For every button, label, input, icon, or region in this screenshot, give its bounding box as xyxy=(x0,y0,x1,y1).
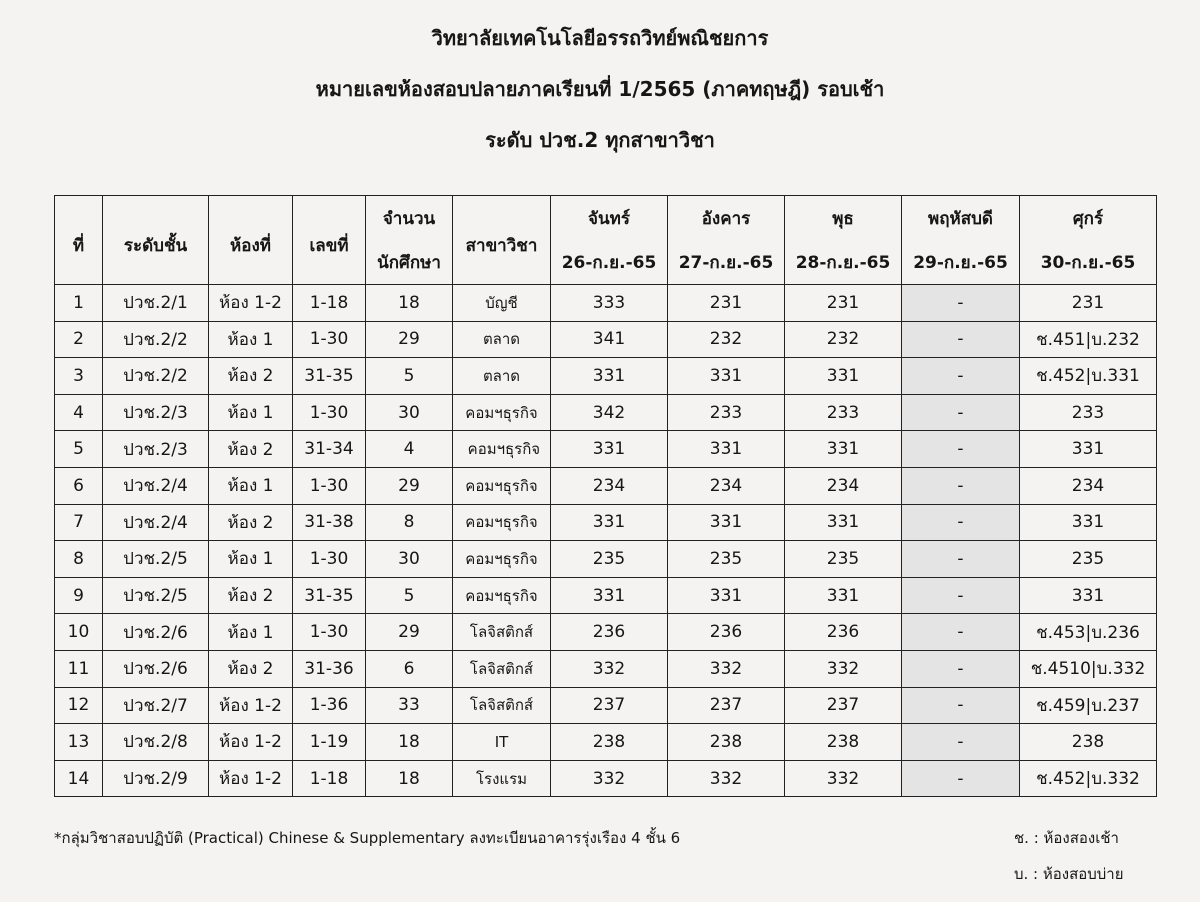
cell-seat: 1-30 xyxy=(293,467,366,504)
cell-count: 8 xyxy=(366,504,453,541)
cell-fri: 235 xyxy=(1020,541,1157,578)
cell-thu: - xyxy=(902,541,1020,578)
cell-count: 30 xyxy=(366,541,453,578)
cell-class: ปวช.2/6 xyxy=(103,614,209,651)
table-row xyxy=(55,467,1157,504)
cell-no: 9 xyxy=(55,577,103,614)
cell-seat: 1-30 xyxy=(293,321,366,358)
practical-exam-note: *กลุ่มวิชาสอบปฏิบัติ (Practical) Chinese & Supplementary ลงทะเบียนอาคารรุ่งเรือง 4 ชั้น 6 xyxy=(54,829,681,847)
cell-major: โลจิสติกส์ xyxy=(453,650,551,687)
cell-thu: - xyxy=(902,285,1020,322)
cell-thu: - xyxy=(902,577,1020,614)
cell-major: คอมฯธุรกิจ xyxy=(453,504,551,541)
cell-fri: 331 xyxy=(1020,504,1157,541)
cell-tue: 232 xyxy=(668,321,785,358)
cell-fri: ช.452|บ.332 xyxy=(1020,760,1157,797)
cell-tue: 237 xyxy=(668,687,785,724)
cell-class: ปวช.2/5 xyxy=(103,577,209,614)
cell-room: ห้อง 1 xyxy=(209,467,293,504)
col-thu-header: พฤหัสบดี xyxy=(902,196,1020,241)
col-wed-date: 28-ก.ย.-65 xyxy=(785,240,902,285)
cell-wed: 331 xyxy=(785,431,902,468)
cell-class: ปวช.2/4 xyxy=(103,504,209,541)
cell-room: ห้อง 2 xyxy=(209,577,293,614)
cell-fri: ช.4510|บ.332 xyxy=(1020,650,1157,687)
cell-no: 4 xyxy=(55,394,103,431)
cell-mon: 234 xyxy=(551,467,668,504)
legend-morning: ช. : ห้องสองเช้า xyxy=(1014,829,1119,847)
table-row xyxy=(55,687,1157,724)
col-wed-header: พุธ xyxy=(785,196,902,241)
cell-count: 30 xyxy=(366,394,453,431)
cell-fri: ช.452|บ.331 xyxy=(1020,358,1157,395)
cell-major: คอมฯธุรกิจ xyxy=(453,394,551,431)
cell-tue: 235 xyxy=(668,541,785,578)
col-room-header: ห้องที่ xyxy=(209,196,293,285)
cell-class: ปวช.2/9 xyxy=(103,760,209,797)
level-title: ระดับ ปวช.2 ทุกสาขาวิชา xyxy=(485,128,715,152)
cell-tue: 238 xyxy=(668,724,785,761)
cell-thu: - xyxy=(902,467,1020,504)
col-fri-header: ศุกร์ xyxy=(1020,196,1157,241)
cell-seat: 31-35 xyxy=(293,358,366,395)
cell-count: 5 xyxy=(366,577,453,614)
table-row xyxy=(55,760,1157,797)
cell-room: ห้อง 1-2 xyxy=(209,285,293,322)
table-row xyxy=(55,358,1157,395)
table-row xyxy=(55,431,1157,468)
cell-room: ห้อง 1 xyxy=(209,614,293,651)
cell-tue: 332 xyxy=(668,760,785,797)
cell-no: 3 xyxy=(55,358,103,395)
cell-room: ห้อง 1 xyxy=(209,541,293,578)
cell-thu: - xyxy=(902,431,1020,468)
cell-class: ปวช.2/6 xyxy=(103,650,209,687)
col-fri-date: 30-ก.ย.-65 xyxy=(1020,240,1157,285)
col-count-header: จำนวน xyxy=(366,196,453,241)
cell-mon: 238 xyxy=(551,724,668,761)
col-count-header-2: นักศึกษา xyxy=(366,240,453,285)
cell-thu: - xyxy=(902,394,1020,431)
cell-room: ห้อง 2 xyxy=(209,358,293,395)
cell-seat: 1-18 xyxy=(293,760,366,797)
table-row xyxy=(55,541,1157,578)
cell-seat: 1-30 xyxy=(293,394,366,431)
cell-room: ห้อง 1 xyxy=(209,321,293,358)
col-mon-header: จันทร์ xyxy=(551,196,668,241)
cell-mon: 331 xyxy=(551,504,668,541)
cell-mon: 333 xyxy=(551,285,668,322)
cell-thu: - xyxy=(902,724,1020,761)
cell-count: 18 xyxy=(366,724,453,761)
cell-wed: 234 xyxy=(785,467,902,504)
cell-room: ห้อง 2 xyxy=(209,650,293,687)
cell-mon: 237 xyxy=(551,687,668,724)
cell-major: ตลาด xyxy=(453,321,551,358)
cell-tue: 331 xyxy=(668,358,785,395)
cell-fri: 331 xyxy=(1020,431,1157,468)
cell-fri: ช.453|บ.236 xyxy=(1020,614,1157,651)
cell-fri: 331 xyxy=(1020,577,1157,614)
exam-subtitle: หมายเลขห้องสอบปลายภาคเรียนที่ 1/2565 (ภาคทฤษฎี) รอบเช้า xyxy=(315,77,885,101)
cell-tue: 331 xyxy=(668,504,785,541)
cell-wed: 332 xyxy=(785,650,902,687)
cell-major: โลจิสติกส์ xyxy=(453,687,551,724)
cell-no: 10 xyxy=(55,614,103,651)
cell-no: 1 xyxy=(55,285,103,322)
cell-count: 6 xyxy=(366,650,453,687)
cell-room: ห้อง 1-2 xyxy=(209,724,293,761)
cell-seat: 1-18 xyxy=(293,285,366,322)
cell-mon: 331 xyxy=(551,431,668,468)
cell-mon: 236 xyxy=(551,614,668,651)
cell-tue: 234 xyxy=(668,467,785,504)
cell-seat: 31-36 xyxy=(293,650,366,687)
cell-seat: 1-30 xyxy=(293,614,366,651)
cell-wed: 236 xyxy=(785,614,902,651)
cell-thu: - xyxy=(902,650,1020,687)
col-thu-date: 29-ก.ย.-65 xyxy=(902,240,1020,285)
cell-mon: 332 xyxy=(551,650,668,687)
cell-mon: 341 xyxy=(551,321,668,358)
col-tue-header: อังคาร xyxy=(668,196,785,241)
cell-wed: 235 xyxy=(785,541,902,578)
cell-seat: 31-34 xyxy=(293,431,366,468)
cell-count: 29 xyxy=(366,614,453,651)
col-no-header: ที่ xyxy=(55,196,103,285)
cell-major: IT xyxy=(453,724,551,761)
cell-mon: 342 xyxy=(551,394,668,431)
cell-no: 5 xyxy=(55,431,103,468)
cell-major: โลจิสติกส์ xyxy=(453,614,551,651)
table-row xyxy=(55,577,1157,614)
cell-tue: 231 xyxy=(668,285,785,322)
cell-mon: 331 xyxy=(551,577,668,614)
table-row xyxy=(55,724,1157,761)
table-row xyxy=(55,504,1157,541)
cell-no: 11 xyxy=(55,650,103,687)
cell-no: 7 xyxy=(55,504,103,541)
cell-major: คอมฯธุรกิจ xyxy=(453,577,551,614)
cell-thu: - xyxy=(902,321,1020,358)
cell-room: ห้อง 1-2 xyxy=(209,760,293,797)
cell-mon: 331 xyxy=(551,358,668,395)
cell-tue: 236 xyxy=(668,614,785,651)
cell-class: ปวช.2/7 xyxy=(103,687,209,724)
cell-count: 33 xyxy=(366,687,453,724)
cell-wed: 331 xyxy=(785,577,902,614)
cell-wed: 237 xyxy=(785,687,902,724)
cell-thu: - xyxy=(902,358,1020,395)
cell-wed: 238 xyxy=(785,724,902,761)
cell-no: 2 xyxy=(55,321,103,358)
cell-thu: - xyxy=(902,614,1020,651)
college-title: วิทยาลัยเทคโนโลยีอรรถวิทย์พณิชยการ xyxy=(431,26,769,50)
cell-count: 18 xyxy=(366,760,453,797)
cell-seat: 1-36 xyxy=(293,687,366,724)
cell-class: ปวช.2/4 xyxy=(103,467,209,504)
cell-class: ปวช.2/1 xyxy=(103,285,209,322)
cell-fri: 231 xyxy=(1020,285,1157,322)
cell-room: ห้อง 2 xyxy=(209,431,293,468)
cell-wed: 232 xyxy=(785,321,902,358)
cell-class: ปวช.2/3 xyxy=(103,431,209,468)
cell-count: 29 xyxy=(366,467,453,504)
table-row xyxy=(55,285,1157,322)
col-seat-header: เลขที่ xyxy=(293,196,366,285)
cell-class: ปวช.2/2 xyxy=(103,321,209,358)
cell-thu: - xyxy=(902,504,1020,541)
cell-fri: 233 xyxy=(1020,394,1157,431)
cell-thu: - xyxy=(902,760,1020,797)
cell-wed: 331 xyxy=(785,504,902,541)
cell-major: บัญชี xyxy=(453,285,551,322)
table-row xyxy=(55,394,1157,431)
cell-no: 14 xyxy=(55,760,103,797)
col-tue-date: 27-ก.ย.-65 xyxy=(668,240,785,285)
table-row xyxy=(55,650,1157,687)
cell-wed: 233 xyxy=(785,394,902,431)
cell-fri: 234 xyxy=(1020,467,1157,504)
cell-major: คอมฯธุรกิจ xyxy=(453,541,551,578)
cell-tue: 233 xyxy=(668,394,785,431)
table-row xyxy=(55,321,1157,358)
cell-wed: 332 xyxy=(785,760,902,797)
cell-major: คอมฯธุรกิจ xyxy=(453,467,551,504)
cell-no: 8 xyxy=(55,541,103,578)
col-mon-date: 26-ก.ย.-65 xyxy=(551,240,668,285)
cell-class: ปวช.2/3 xyxy=(103,394,209,431)
cell-tue: 332 xyxy=(668,650,785,687)
col-class-header: ระดับชั้น xyxy=(103,196,209,285)
cell-room: ห้อง 1-2 xyxy=(209,687,293,724)
cell-count: 18 xyxy=(366,285,453,322)
table-row xyxy=(55,614,1157,651)
header-row-1 xyxy=(55,196,1157,241)
col-major-header: สาขาวิชา xyxy=(453,196,551,285)
cell-class: ปวช.2/5 xyxy=(103,541,209,578)
cell-major: ตลาด xyxy=(453,358,551,395)
cell-class: ปวช.2/2 xyxy=(103,358,209,395)
cell-no: 13 xyxy=(55,724,103,761)
cell-wed: 331 xyxy=(785,358,902,395)
cell-mon: 235 xyxy=(551,541,668,578)
cell-thu: - xyxy=(902,687,1020,724)
cell-mon: 332 xyxy=(551,760,668,797)
cell-fri: ช.459|บ.237 xyxy=(1020,687,1157,724)
cell-major: โรงแรม xyxy=(453,760,551,797)
cell-fri: ช.451|บ.232 xyxy=(1020,321,1157,358)
cell-room: ห้อง 2 xyxy=(209,504,293,541)
cell-tue: 331 xyxy=(668,431,785,468)
cell-no: 12 xyxy=(55,687,103,724)
cell-count: 5 xyxy=(366,358,453,395)
cell-seat: 31-35 xyxy=(293,577,366,614)
cell-no: 6 xyxy=(55,467,103,504)
cell-seat: 31-38 xyxy=(293,504,366,541)
cell-class: ปวช.2/8 xyxy=(103,724,209,761)
cell-count: 4 xyxy=(366,431,453,468)
cell-room: ห้อง 1 xyxy=(209,394,293,431)
legend-afternoon: บ. : ห้องสอบบ่าย xyxy=(1014,865,1124,883)
cell-fri: 238 xyxy=(1020,724,1157,761)
exam-room-table xyxy=(54,195,1157,797)
cell-wed: 231 xyxy=(785,285,902,322)
cell-seat: 1-30 xyxy=(293,541,366,578)
cell-count: 29 xyxy=(366,321,453,358)
cell-major: คอมฯธุรกิจ xyxy=(453,431,551,468)
cell-seat: 1-19 xyxy=(293,724,366,761)
cell-tue: 331 xyxy=(668,577,785,614)
